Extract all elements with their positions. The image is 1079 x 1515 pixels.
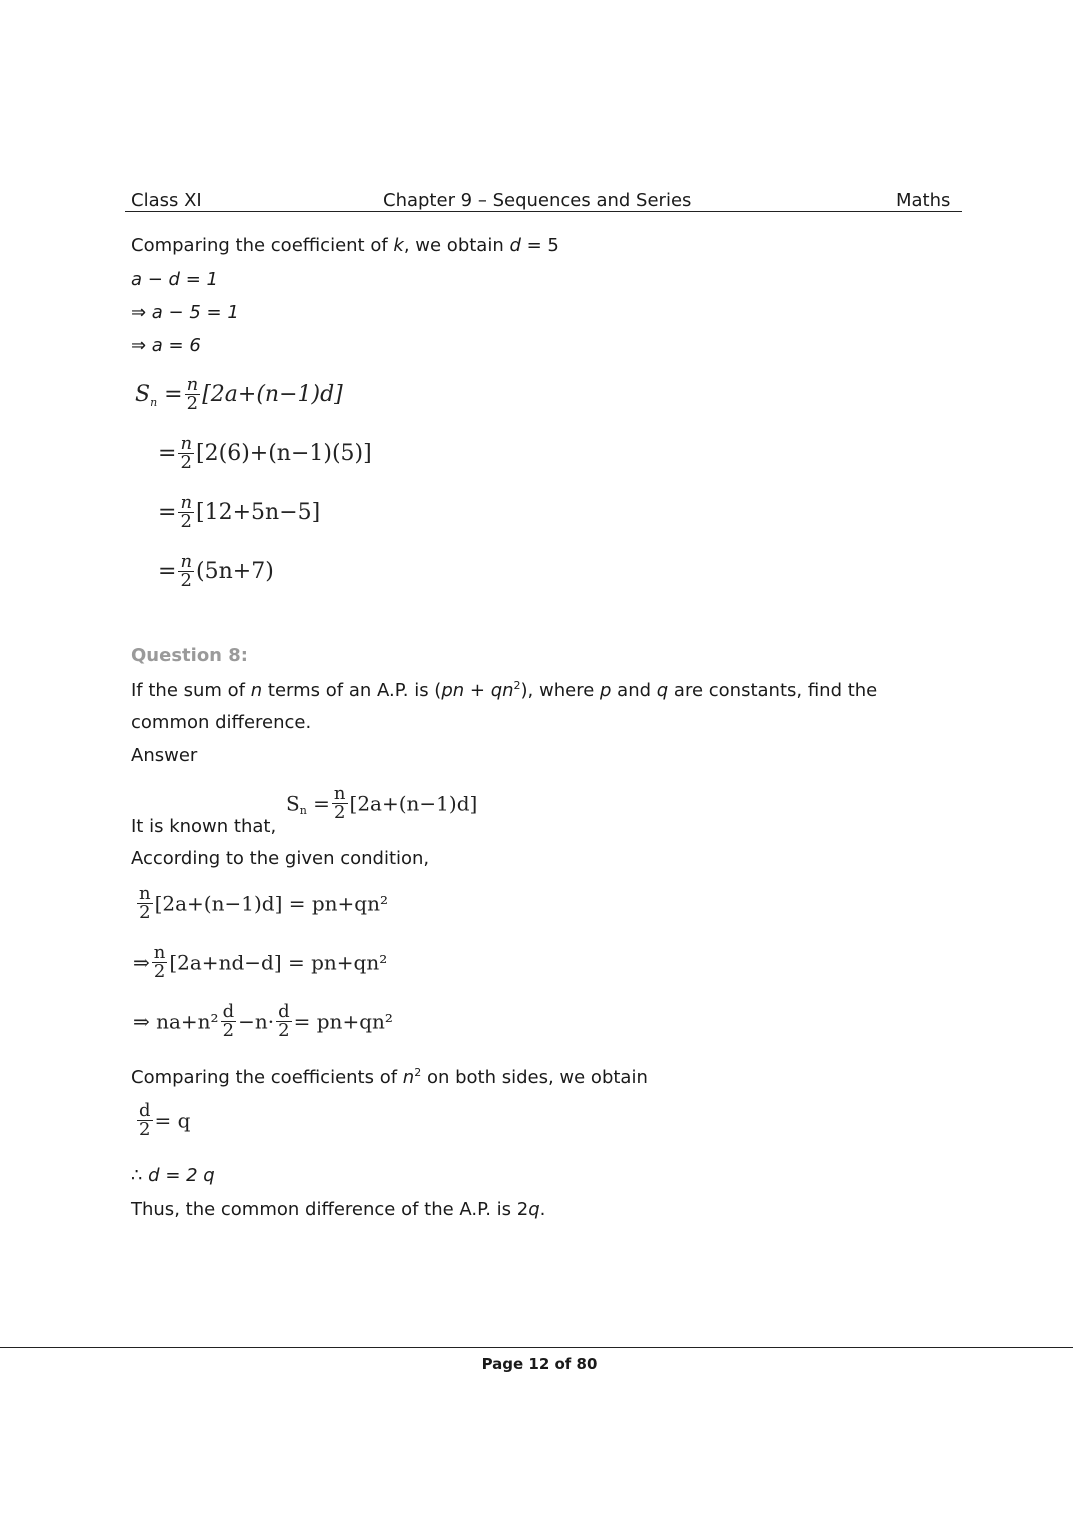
sn-step-4 xyxy=(158,553,274,590)
bracket-expression: [2a+(n−1)d] xyxy=(349,791,478,816)
var-q: q xyxy=(528,1199,540,1220)
exponent: 2 xyxy=(513,679,521,692)
fraction-d-over-2: $\frac{d}{2}$ xyxy=(222,1001,235,1041)
bracket-expression: [2a+(n−1)d] xyxy=(202,382,343,407)
text: If the sum of xyxy=(131,680,251,701)
equation-a-minus-d: a − d = 1 xyxy=(131,269,218,290)
fraction-n-over-2: $\frac{n}{2}$ xyxy=(180,492,193,532)
d-over-2-equation xyxy=(135,1102,190,1139)
answer-label: Answer xyxy=(131,745,198,766)
implies-arrow: ⇒ xyxy=(133,950,150,975)
fraction-n-over-2: $\frac{n}{2}$ xyxy=(180,551,193,591)
exponent: 2 xyxy=(414,1066,422,1079)
question-text-line1 xyxy=(131,679,877,701)
header-rule xyxy=(125,211,962,212)
derivation-step-3 xyxy=(133,1003,393,1040)
bracket-expression: [12+5n−5] xyxy=(196,500,321,525)
text: Comparing the coefficients of xyxy=(131,1067,403,1088)
coefficient-line xyxy=(131,235,559,256)
subject-label: Maths xyxy=(896,190,951,211)
text: Comparing the coefficient of xyxy=(131,235,394,256)
sn-step-3 xyxy=(158,494,320,531)
var-q: q xyxy=(656,680,669,701)
derivation-step-2 xyxy=(133,944,387,981)
known-text: It is known that, xyxy=(131,816,277,837)
question-text-line2: common difference. xyxy=(131,712,312,733)
text: are constants, find the xyxy=(668,680,878,701)
var-qn: qn xyxy=(490,680,514,701)
var-p: p xyxy=(600,680,612,701)
expression: [2a+nd−d] = pn+qn² xyxy=(169,950,388,975)
condition-text: According to the given condition, xyxy=(131,848,430,869)
fraction-n-over-2: $\frac{n}{2}$ xyxy=(186,374,199,414)
sn-symbol: S xyxy=(286,791,300,816)
chapter-title: Chapter 9 – Sequences and Series xyxy=(383,190,692,211)
fraction-n-over-2: $\frac{n}{2}$ xyxy=(153,942,166,982)
expression: −n· xyxy=(238,1009,275,1034)
text: = 5 xyxy=(520,235,559,256)
sn-step-2 xyxy=(158,435,372,472)
var-pn: pn xyxy=(441,680,465,701)
bracket-expression: [2(6)+(n−1)(5)] xyxy=(196,441,372,466)
sn-formula-line xyxy=(135,376,343,413)
text: , we obtain xyxy=(403,235,510,256)
known-formula: $S_n$ = $\frac{n}{2}$ [2a+(n−1)d] xyxy=(286,783,478,823)
sn-symbol: S xyxy=(135,382,151,407)
var-n: n xyxy=(402,1067,415,1088)
derivation-step-1 xyxy=(135,885,388,922)
expression: [2a+(n−1)d] = pn+qn² xyxy=(154,891,388,916)
fraction-d-over-2: $\frac{d}{2}$ xyxy=(278,1001,290,1041)
footer-rule xyxy=(0,1347,1073,1348)
expression: ⇒ na+n² xyxy=(133,1009,219,1034)
sn-subscript: n xyxy=(150,395,158,409)
therefore-line: ∴ d = 2 q xyxy=(131,1165,215,1186)
equation-a-minus-5: ⇒ a − 5 = 1 xyxy=(131,302,239,323)
text: + xyxy=(464,680,491,701)
equals-sign: = xyxy=(158,559,177,584)
text: and xyxy=(611,680,657,701)
equals-sign: = xyxy=(158,500,177,525)
text: terms of an A.P. is ( xyxy=(262,680,442,701)
fraction-d-over-2: $\frac{d}{2}$ xyxy=(139,1100,151,1140)
text: on both sides, we obtain xyxy=(421,1067,648,1088)
fraction-n-over-2: $\frac{n}{2}$ xyxy=(180,433,193,473)
expression: = pn+qn² xyxy=(293,1009,393,1034)
equation-a-equals-6: ⇒ a = 6 xyxy=(131,335,201,356)
compare-line xyxy=(131,1066,648,1088)
paren-expression: (5n+7) xyxy=(196,559,274,584)
expression: = q xyxy=(154,1108,191,1133)
var-k: k xyxy=(393,235,404,256)
class-label: Class XI xyxy=(131,190,202,211)
page-number: Page 12 of 80 xyxy=(481,1355,598,1373)
equals-sign: = xyxy=(164,382,183,407)
text: Thus, the common difference of the A.P. is 2 xyxy=(131,1199,529,1220)
var-n: n xyxy=(250,680,263,701)
fraction-n-over-2: $\frac{n}{2}$ xyxy=(333,783,346,823)
fraction-n-over-2: $\frac{n}{2}$ xyxy=(139,883,151,923)
equals-sign: = xyxy=(158,441,177,466)
var-d: d xyxy=(509,235,521,256)
conclusion-line xyxy=(131,1199,545,1220)
text: ), where xyxy=(520,680,601,701)
text: . xyxy=(539,1199,546,1220)
question-heading: Question 8: xyxy=(131,645,248,666)
